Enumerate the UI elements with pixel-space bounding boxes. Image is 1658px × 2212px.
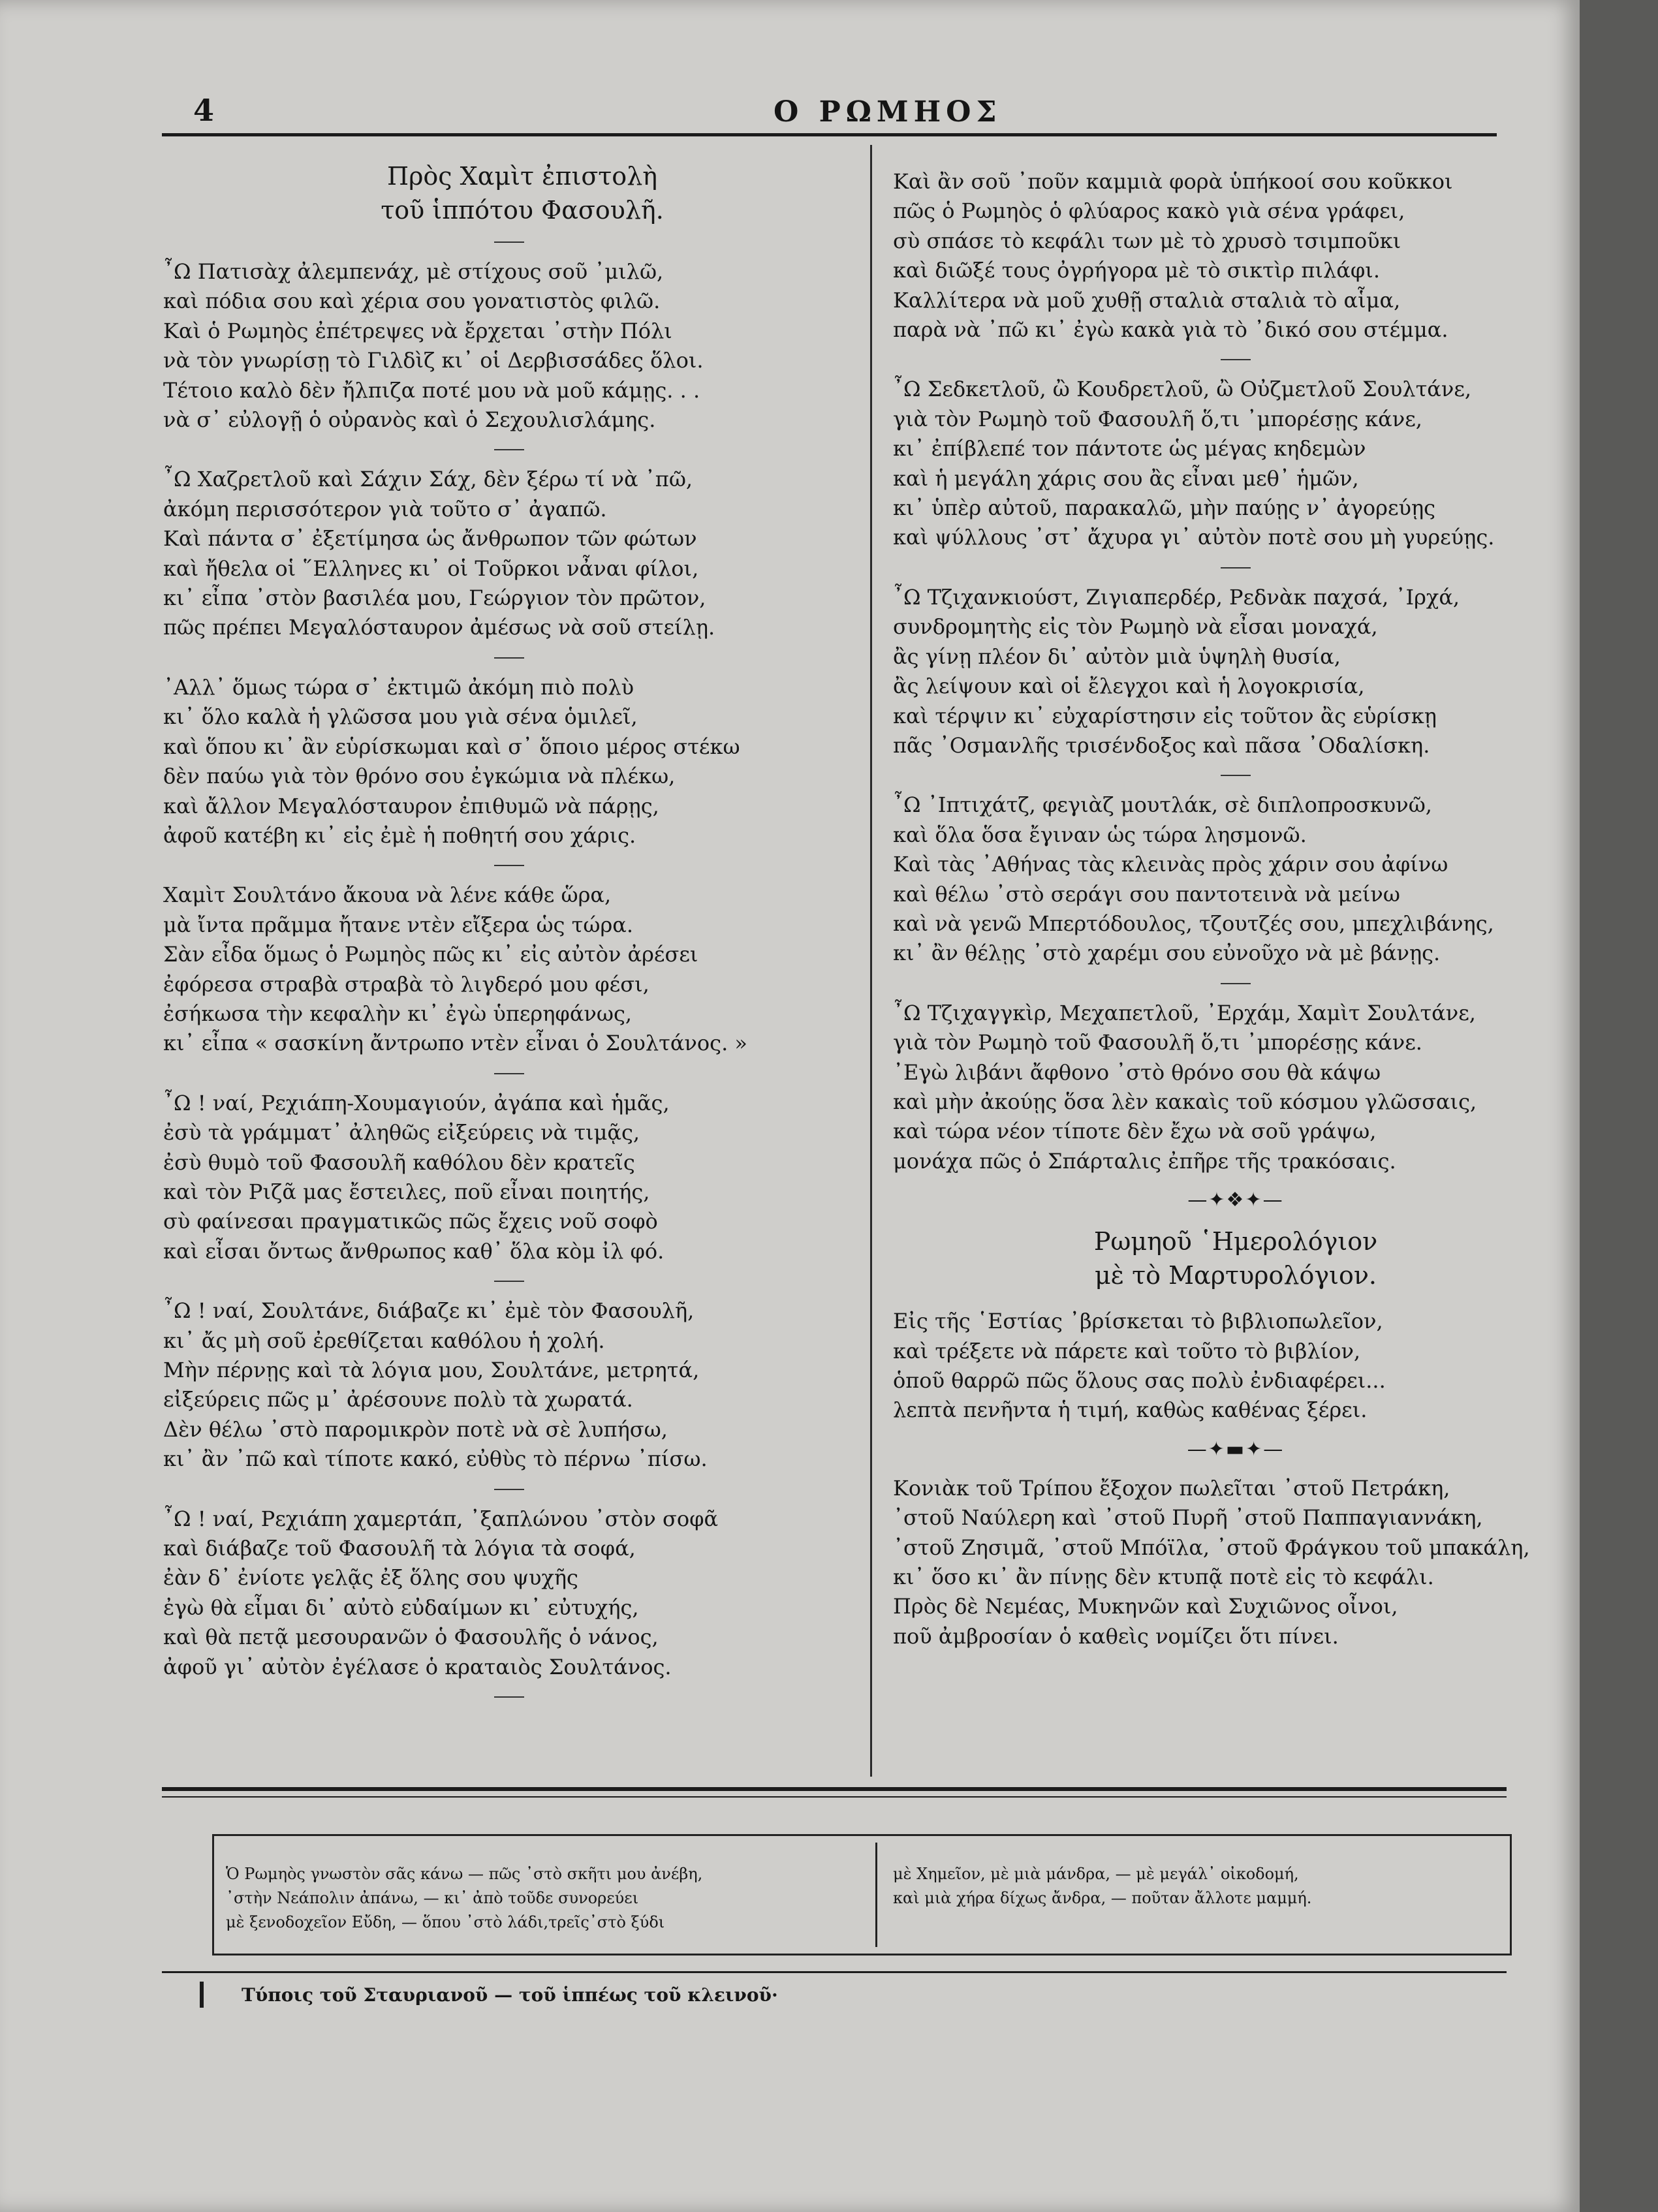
verse-line: καὶ θέλω ᾽στὸ σεράγι σου παντοτεινὰ νὰ μείνω xyxy=(893,881,1400,907)
verse-line: Καὶ πάντα σ᾽ ἐξετίμησα ὡς ἄνθρωπον τῶν φώτων xyxy=(163,526,697,552)
verse-line: Καὶ ὁ Ρωμηὸς ἐπέτρεψες νὰ ἔρχεται ᾽στὴν Πόλι xyxy=(163,318,672,343)
verse-line: κι᾽ ἄς μὴ σοῦ ἐρεθίζεται καθόλου ἡ χολή. xyxy=(163,1328,605,1353)
verse-line: ἀφοῦ κατέβη κι᾽ εἰς ἐμὲ ἡ ποθητή σου χάρις. xyxy=(163,822,636,848)
verse-line: Τέτοιο καλὸ δὲν ἤλπιζα ποτέ μου νὰ μοῦ κάμῃς. . . xyxy=(163,377,700,403)
verse-line: μονάχα πῶς ὁ Σπάρταλις ἐπῆρε τῆς τρακόσαις. xyxy=(893,1148,1396,1174)
verse-line: δὲν παύω γιὰ τὸν θρόνο σου ἐγκώμια νὰ πλέκω, xyxy=(163,764,676,789)
verse-line: ῏Ω ᾽Ιπτιχάτζ, φεγιὰζ μουτλάκ, σὲ διπλοπροσκυνῶ, xyxy=(893,792,1432,818)
stanza xyxy=(893,167,1578,345)
stanza-dash xyxy=(1221,775,1251,776)
cognac-line: ποῦ ἀμβροσίαν ὁ καθεὶς νομίζει ὅτι πίνει. xyxy=(893,1623,1339,1649)
left-column xyxy=(163,145,855,1712)
verse-line: καὶ ὅλα ὅσα ἔγιναν ὡς τώρα λησμονῶ. xyxy=(893,822,1307,847)
verse-line: Σὰν εἶδα ὅμως ὁ Ρωμηὸς πῶς κι᾽ εἰς αὐτὸν ἀρέσει xyxy=(163,942,698,967)
verse-line: ἐφόρεσα στραβὰ στραβὰ τὸ λιγδερό μου φέσι, xyxy=(163,971,649,997)
verse-line: ἐσὺ θυμὸ τοῦ Φασουλῆ καθόλου δὲν κρατεῖς xyxy=(163,1149,635,1175)
stanza-dash xyxy=(494,1073,524,1074)
stanza xyxy=(163,465,855,642)
ornament-divider: —✦▬✦— xyxy=(1187,1437,1285,1461)
verse-line: ἐσήκωσα τὴν κεφαλὴν κι᾽ ἐγὼ ὑπερηφάνως, xyxy=(163,1001,633,1026)
verse-line: κι᾽ ἐπίβλεπέ τον πάντοτε ὡς μέγας κηδεμὼν xyxy=(893,436,1366,461)
almanac-line: λεπτὰ πενῆντα ἡ τιμή, καθὼς καθένας ξέρει. xyxy=(893,1397,1368,1423)
verse-line: ῏Ω Τζιχανκιούστ, Ζιγιαπερδέρ, Ρεδνὰκ παχσά, ᾽Ιρχά, xyxy=(893,584,1460,610)
footer-verse-box xyxy=(212,1834,1512,1955)
verse-line: ῏Ω Χαζρετλοῦ καὶ Σάχιν Σάχ, δὲν ξέρω τί νὰ ᾽πῶ, xyxy=(163,467,693,492)
masthead: Ο ΡΩΜΗΟΣ xyxy=(774,95,1002,129)
verse-line: ῏Ω Πατισὰχ ἀλεμπενάχ, μὲ στίχους σοῦ ᾽μιλῶ, xyxy=(163,259,664,284)
ornament-divider: —✦❖✦— xyxy=(1187,1189,1284,1212)
right-stanzas xyxy=(893,167,1578,1176)
verse-line: καὶ νὰ γενῶ Μπερτόδουλος, τζουτζές σου, μπεχλιβάνης, xyxy=(893,911,1494,936)
verse-line: καὶ ὅπου κι᾽ ἂν εὑρίσκωμαι καὶ σ᾽ ὅποιο μέρος στέκω xyxy=(163,734,740,759)
stanza-dash xyxy=(494,1696,524,1698)
footer-verse-line: μὲ Χημεῖον, μὲ μιὰ μάνδρα, — μὲ μεγάλ᾽ οἰκοδομή, xyxy=(893,1865,1299,1883)
header-rule xyxy=(162,133,1497,136)
verse-line: ῏Ω ! ναί, Ρεχιάπη-Χουμαγιούν, ἀγάπα καὶ ἡμᾶς, xyxy=(163,1090,670,1115)
verse-line: πῶς ὁ Ρωμηὸς ὁ φλύαρος κακὸ γιὰ σένα γράφει, xyxy=(893,198,1405,224)
footer-box-divider xyxy=(875,1843,877,1947)
verse-line: ἀκόμη περισσότερον γιὰ τοῦτο σ᾽ ἀγαπῶ. xyxy=(163,496,607,522)
verse-line: ἐσὺ τὰ γράμματ᾽ ἀληθῶς εἰξεύρεις νὰ τιμᾷς, xyxy=(163,1120,640,1145)
verse-line: σὺ φαίνεσαι πραγματικῶς πῶς ἔχεις νοῦ σοφὸ xyxy=(163,1209,658,1234)
stanza xyxy=(163,1296,855,1474)
verse-line: καὶ διῶξέ τους ὀγρήγορα μὲ τὸ σικτὶρ πιλάφι. xyxy=(893,258,1380,283)
left-stanzas xyxy=(163,257,855,1698)
verse-line: καὶ εἶσαι ὄντως ἄνθρωπος καθ᾽ ὅλα κὸμ ἰλ φό. xyxy=(163,1238,665,1264)
verse-line: παρὰ νὰ ᾽πῶ κι᾽ ἐγὼ κακὰ γιὰ τὸ ᾽δικό σου στέμμα. xyxy=(893,317,1448,343)
verse-line: σὺ σπάσε τὸ κεφάλι των μὲ τὸ χρυσὸ τσιμποῦκι xyxy=(893,228,1401,253)
verse-line: Δὲν θέλω ᾽στὸ παρομικρὸν ποτὲ νὰ σὲ λυπήσω, xyxy=(163,1416,668,1442)
verse-line: Χαμὶτ Σουλτάνο ἄκουα νὰ λένε κάθε ὥρα, xyxy=(163,882,612,908)
almanac-title xyxy=(893,1224,1578,1292)
verse-line: ἂς γίνῃ πλέον δι᾽ αὐτὸν μιὰ ὑψηλὴ θυσία, xyxy=(893,644,1341,669)
verse-line: καὶ πόδια σου καὶ χέρια σου γονατιστὸς φιλῶ. xyxy=(163,288,661,314)
verse-line: καὶ διάβαζε τοῦ Φασουλῆ τὰ λόγια τὰ σοφά, xyxy=(163,1536,636,1561)
verse-line: καὶ τώρα νέον τίποτε δὲν ἔχω νὰ σοῦ γράψω, xyxy=(893,1119,1377,1144)
verse-line: Καὶ ἂν σοῦ ᾽ποῦν καμμιὰ φορὰ ὑπήκοοί σου κοῦκκοι xyxy=(893,169,1453,194)
stanza xyxy=(163,673,855,850)
verse-line: Μὴν πέρνῃς καὶ τὰ λόγια μου, Σουλτάνε, μετρητά, xyxy=(163,1358,700,1382)
footer-verse-line: μὲ ξενοδοχεῖον Εὔδη, — ὅπου ᾽στὸ λάδι,τρεῖς᾽στὸ ξύδι xyxy=(226,1913,665,1931)
almanac-line: ὁποῦ θαρρῶ πῶς ὅλους σας πολὺ ἐνδιαφέρει... xyxy=(893,1368,1386,1393)
verse-line: πᾶς ᾽Οσμανλῆς τρισένδοξος καὶ πᾶσα ᾽Οδαλίσκη. xyxy=(893,732,1430,758)
verse-line: κι᾽ ἂν θέλῃς ᾽στὸ χαρέμι σου εὐνοῦχο νὰ μὲ βάνῃς. xyxy=(893,941,1441,966)
stanza xyxy=(893,999,1578,1176)
verse-line: καὶ ψύλλους ᾽στ᾽ ἄχυρα γι᾽ αὐτὸν ποτὲ σου μὴ γυρεύῃς. xyxy=(893,525,1495,550)
footer-verse-line: Ὁ Ρωμηὸς γνωστὸν σᾶς κάνω — πῶς ᾽στὸ σκῆτι μου ἀνέβη, xyxy=(226,1865,703,1883)
verse-line: κι᾽ ὑπὲρ αὐτοῦ, παρακαλῶ, μὴν παύῃς ν᾽ ἀγορεύῃς xyxy=(893,495,1436,521)
stanza-dash xyxy=(494,241,524,243)
almanac-line: καὶ τρέξετε νὰ πάρετε καὶ τοῦτο τὸ βιβλίον, xyxy=(893,1338,1361,1363)
verse-line: νὰ τὸν γνωρίσῃ τὸ Γιλδὶζ κι᾽ οἱ Δερβισσάδες ὅλοι. xyxy=(163,348,704,373)
stanza xyxy=(893,790,1578,968)
verse-line: γιὰ τὸν Ρωμηὸ τοῦ Φασουλῆ ὅ,τι ᾽μπορέσῃς κάνε. xyxy=(893,1030,1422,1055)
verse-line: ῏Ω Τζιχαγγκὶρ, Μεχαπετλοῦ, ᾽Ερχάμ, Χαμὶτ Σουλτάνε, xyxy=(893,1000,1476,1025)
verse-line: ἀφοῦ γι᾽ αὐτὸν ἐγέλασε ὁ κραταιὸς Σουλτάνος. xyxy=(163,1654,672,1679)
stanza-dash xyxy=(494,657,524,659)
letter-title-line: τοῦ ἱππότου Φασουλῆ. xyxy=(381,196,664,225)
almanac-title-line: μὲ τὸ Μαρτυρολόγιον. xyxy=(1094,1261,1377,1290)
verse-line: γιὰ τὸν Ρωμηὸ τοῦ Φασουλῆ ὅ,τι ᾽μπορέσῃς κάνε, xyxy=(893,406,1422,431)
page-number: 4 xyxy=(193,93,215,128)
verse-line: ᾽Αλλ᾽ ὅμως τώρα σ᾽ ἐκτιμῶ ἀκόμη πιὸ πολὺ xyxy=(163,674,634,700)
right-column xyxy=(893,167,1578,1651)
footer-rule xyxy=(162,1796,1507,1798)
footer-rule xyxy=(162,1787,1507,1791)
cognac-line: ᾽στοῦ Ναύλερη καὶ ᾽στοῦ Πυρῆ ᾽στοῦ Παππαγιαννάκη, xyxy=(893,1505,1483,1531)
stanza-dash xyxy=(494,865,524,866)
stanza xyxy=(163,1089,855,1266)
verse-line: νὰ σ᾽ εὐλογῇ ὁ οὐρανὸς καὶ ὁ Σεχουλισλάμης. xyxy=(163,407,656,433)
almanac-ad xyxy=(893,1307,1578,1425)
verse-line: ἂς λείψουν καὶ οἱ ἔλεγχοι καὶ ἡ λογοκρισία, xyxy=(893,674,1365,699)
footer-rule xyxy=(162,1971,1507,1973)
verse-line: κι᾽ εἶπα ᾽στὸν βασιλέα μου, Γεώργιον τὸν πρῶτον, xyxy=(163,585,706,611)
stanza xyxy=(893,583,1578,760)
almanac-title-line: Ρωμηοῦ ῾Ημερολόγιον xyxy=(1093,1227,1378,1256)
verse-line: ἐγὼ θὰ εἶμαι δι᾽ αὐτὸ εὐδαίμων κι᾽ εὐτυχής, xyxy=(163,1595,639,1620)
verse-line: ῏Ω ! ναί, Σουλτάνε, διάβαζε κι᾽ ἐμὲ τὸν Φασουλῆ, xyxy=(163,1298,695,1324)
verse-line: ῏Ω ! ναί, Ρεχιάπη χαμερτάπ, ᾽ξαπλώνου ᾽στὸν σοφᾶ xyxy=(163,1506,719,1531)
verse-line: καὶ ἡ μεγάλη χάρις σου ἂς εἶναι μεθ᾽ ἡμῶν, xyxy=(893,465,1359,491)
cognac-line: Κονιὰκ τοῦ Τρίπου ἔξοχον πωλεῖται ᾽στοῦ Πετράκη, xyxy=(893,1475,1450,1501)
verse-line: κι᾽ ἂν ᾽πῶ καὶ τίποτε κακό, εὐθὺς τὸ πέρνω ᾽πίσω. xyxy=(163,1446,708,1472)
stanza xyxy=(163,880,855,1058)
stanza-dash xyxy=(1221,359,1251,360)
almanac-line: Εἰς τῆς ῾Εστίας ᾽βρίσκεται τὸ βιβλιοπωλεῖον, xyxy=(893,1309,1383,1334)
cognac-line: ᾽στοῦ Ζησιμᾶ, ᾽στοῦ Μπόϊλα, ᾽στοῦ Φράγκου τοῦ μπακάλη, xyxy=(893,1534,1530,1560)
verse-line: συνδρομητὴς εἰς τὸν Ρωμηὸ νὰ εἶσαι μοναχά, xyxy=(893,614,1378,640)
verse-line: πῶς πρέπει Μεγαλόσταυρον ἀμέσως νὰ σοῦ στείλῃ. xyxy=(163,615,715,640)
footer-verse-line: ᾽στὴν Νεάπολιν ἀπάνω, — κι᾽ ἀπὸ τοῦδε συνορεύει xyxy=(226,1889,639,1907)
printer-imprint: Τύποις τοῦ Σταυριανοῦ — τοῦ ἱππέως τοῦ κλεινοῦ· xyxy=(242,1984,778,2006)
verse-line: κι᾽ εἶπα « σασκίνη ἄντρωπο ντὲν εἶναι ὁ Σουλτάνος. » xyxy=(163,1031,747,1056)
stanza-dash xyxy=(494,1281,524,1282)
stanza xyxy=(893,375,1578,552)
cognac-line: κι᾽ ὅσο κι᾽ ἂν πίνῃς δὲν κτυπᾷ ποτὲ εἰς τὸ κεφάλι. xyxy=(893,1565,1434,1590)
verse-line: ῏Ω Σεδκετλοῦ, ὢ Κουδρετλοῦ, ὢ Οὐζμετλοῦ Σουλτάνε, xyxy=(893,377,1472,402)
cognac-ad xyxy=(893,1474,1578,1651)
cognac-line: Πρὸς δὲ Νεμέας, Μυκηνῶν καὶ Συχιῶνος οἶνοι, xyxy=(893,1594,1398,1619)
verse-line: καὶ θὰ πετᾷ μεσουρανῶν ὁ Φασουλῆς ὁ νάνος, xyxy=(163,1625,659,1650)
verse-line: καὶ ἤθελα οἱ ῞Ελληνες κι᾽ οἱ Τοῦρκοι νἆναι φίλοι, xyxy=(163,555,699,581)
verse-line: εἰξεύρεις πῶς μ᾽ ἀρέσουνε πολὺ τὰ χωρατά. xyxy=(163,1387,633,1412)
stanza-dash xyxy=(494,1489,524,1490)
stanza xyxy=(163,1504,855,1682)
footer-verse-line: καὶ μιὰ χήρα δίχως ἄνδρα, — ποῦταν ἄλλοτε μαμμή. xyxy=(893,1889,1312,1907)
verse-line: καὶ τὸν Ριζᾶ μας ἔστειλες, ποῦ εἶναι ποιητής, xyxy=(163,1179,650,1204)
footer-verse-left xyxy=(226,1862,866,1935)
printer-mark xyxy=(200,1982,204,2008)
stanza-dash xyxy=(494,449,524,450)
stanza-dash xyxy=(1221,983,1251,984)
verse-line: ἐὰν δ᾽ ἐνίοτε γελᾷς ἐξ ὅλης σου ψυχῆς xyxy=(163,1565,578,1591)
verse-line: καὶ τέρψιν κι᾽ εὐχαρίστησιν εἰς τοῦτον ἂς εὑρίσκῃ xyxy=(893,703,1437,728)
letter-title-line: Πρὸς Χαμὶτ ἐπιστολὴ xyxy=(386,162,658,191)
verse-line: μὰ ἴντα πρᾶμμα ἤτανε ντὲν εἴξερα ὡς τώρα. xyxy=(163,912,634,937)
verse-line: Καὶ τὰς ᾽Αθήνας τὰς κλεινὰς πρὸς χάριν σου ἀφίνω xyxy=(893,852,1448,877)
verse-line: καὶ μὴν ἀκούῃς ὅσα λὲν κακαὶς τοῦ κόσμου γλῶσσαις, xyxy=(893,1089,1477,1114)
stanza xyxy=(163,257,855,435)
letter-title xyxy=(163,159,855,227)
footer-verse-right xyxy=(893,1862,1494,1910)
column-divider xyxy=(870,145,872,1777)
verse-line: κι᾽ ὅλο καλὰ ἡ γλῶσσα μου γιὰ σένα ὁμιλεῖ, xyxy=(163,704,638,730)
verse-line: καὶ ἄλλον Μεγαλόσταυρον ἐπιθυμῶ νὰ πάρῃς, xyxy=(163,793,659,818)
verse-line: ᾽Εγὼ λιβάνι ἄφθονο ᾽στὸ θρόνο σου θὰ κάψω xyxy=(893,1059,1381,1085)
stanza-dash xyxy=(1221,567,1251,569)
verse-line: Καλλίτερα νὰ μοῦ χυθῇ σταλιὰ σταλιὰ τὸ αἷμα, xyxy=(893,287,1401,313)
